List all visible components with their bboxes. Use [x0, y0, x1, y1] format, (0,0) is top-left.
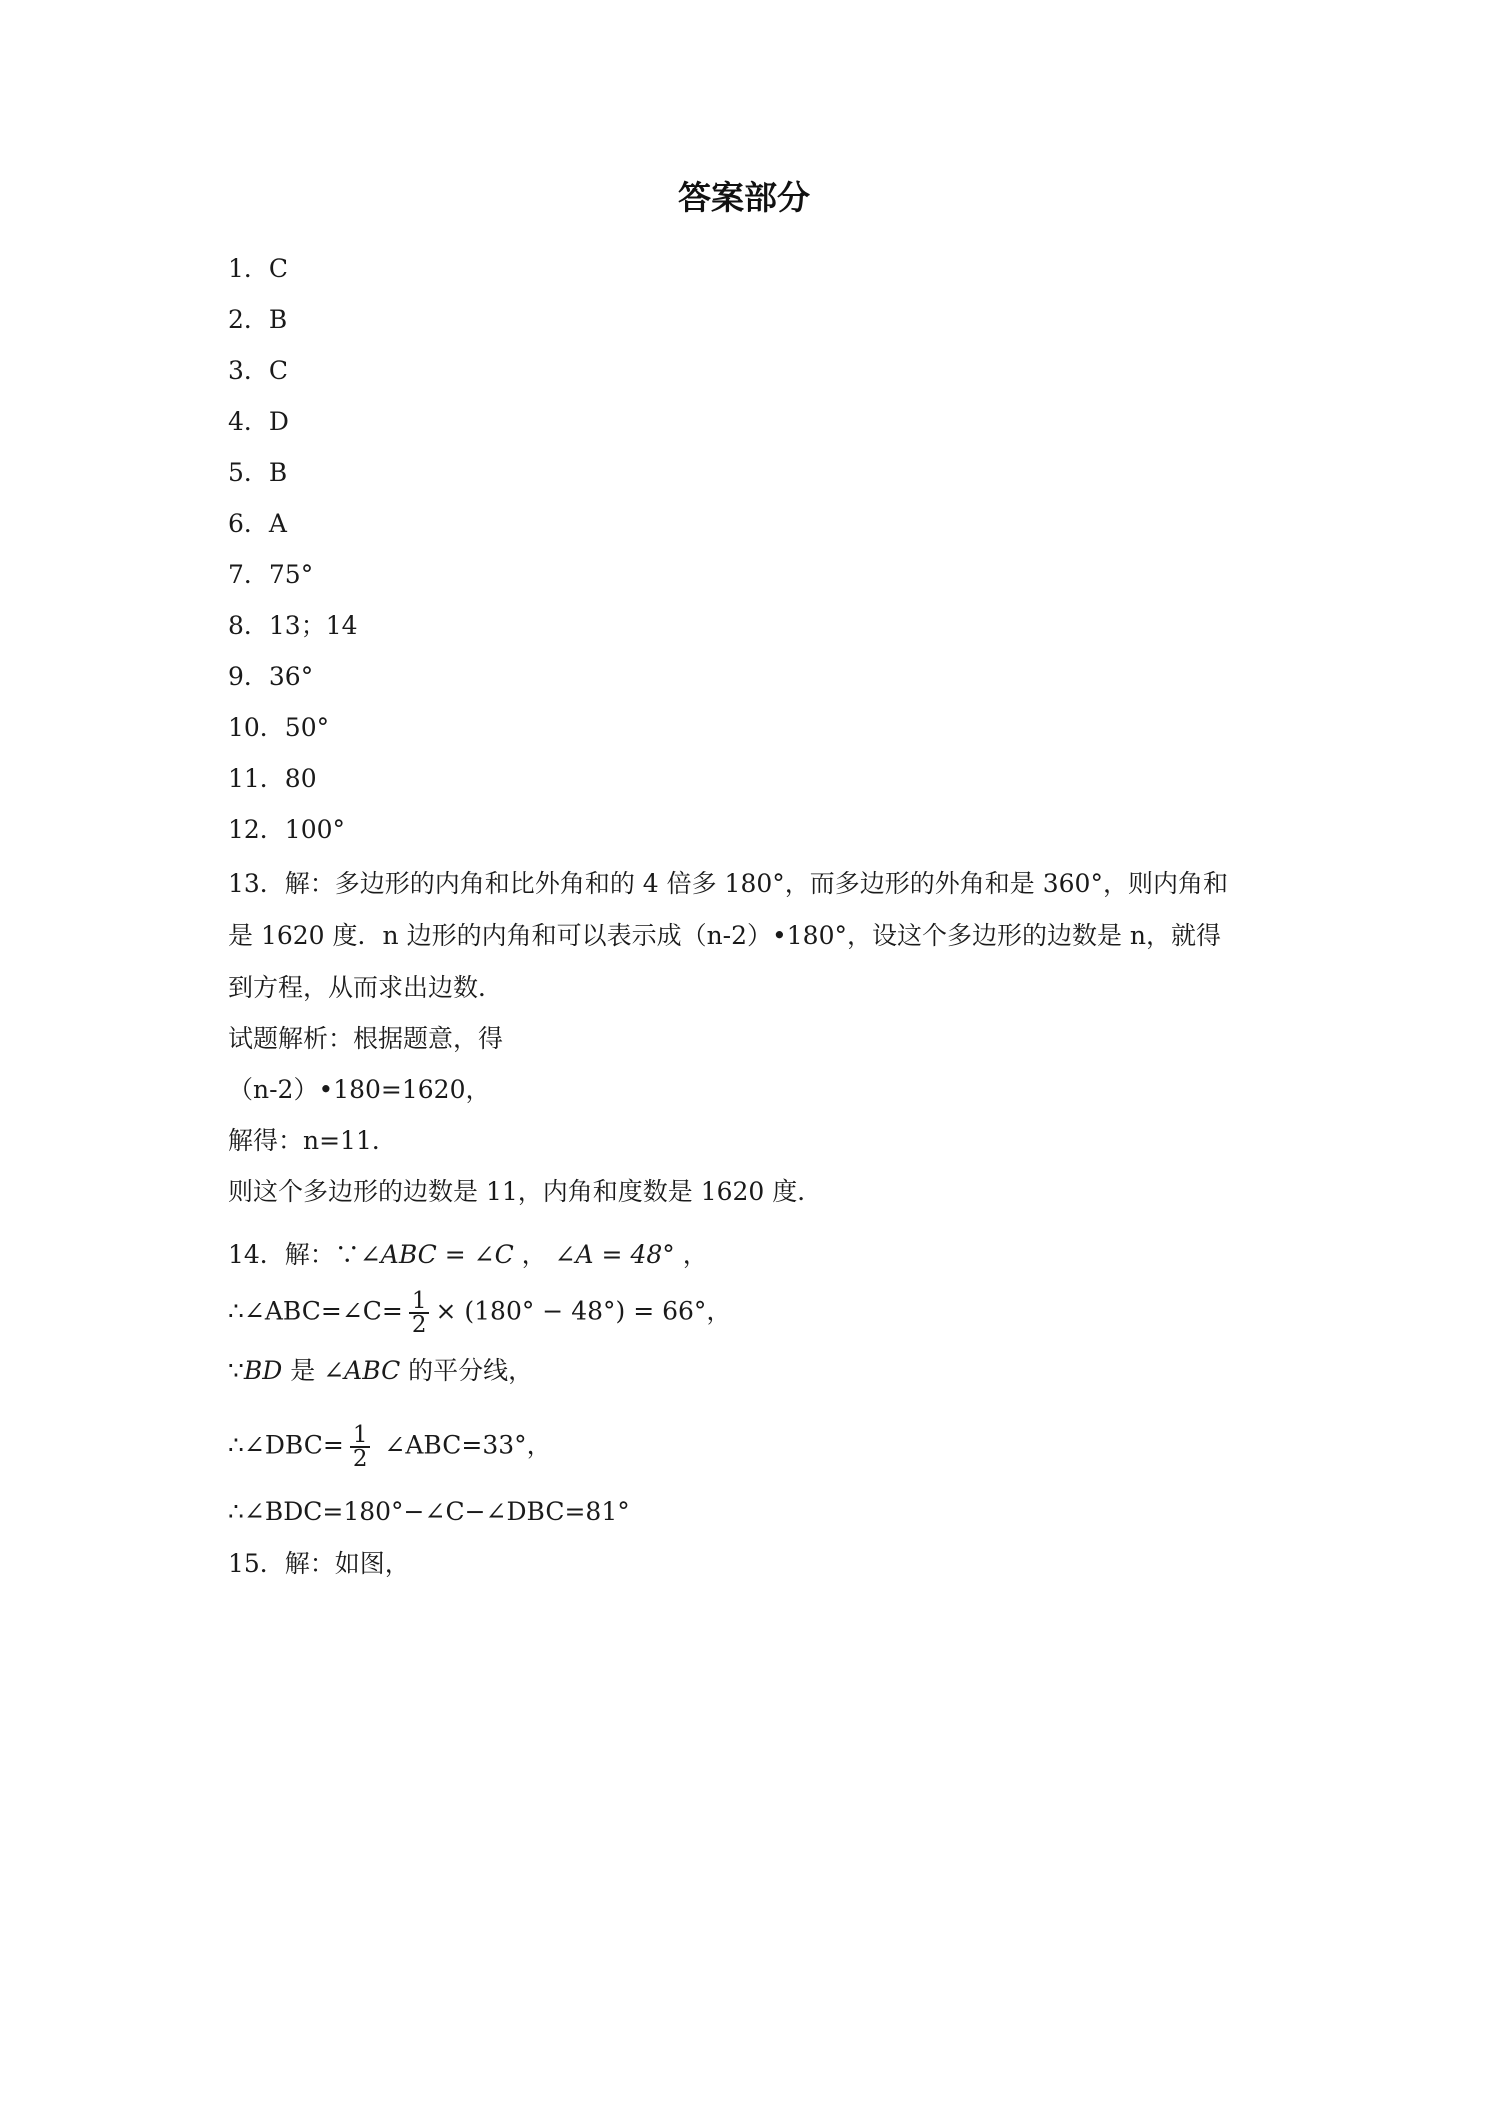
- q13-line-3: 到方程，从而求出边数．: [228, 973, 504, 1002]
- q14-line-1: [228, 1237, 708, 1273]
- q14-l4-fraction: [350, 1424, 371, 1470]
- q14-l4-frac-numerator: 1: [350, 1424, 371, 1448]
- q14-l4-prefix: ∴∠DBC=: [228, 1430, 344, 1460]
- q15-line: 15．解：如图，: [228, 1549, 410, 1578]
- q14-l1-sep: ，: [513, 1240, 555, 1269]
- q14-l2-rest: × (180° − 48°) = 66°，: [435, 1296, 732, 1326]
- answer-1: 1．C: [228, 254, 289, 283]
- answer-4: 4．D: [228, 407, 289, 436]
- q14-l1-prefix: 14．解：∵: [228, 1240, 360, 1269]
- q14-l3-end: 的平分线，: [400, 1356, 534, 1385]
- q14-l3-math-bd: BD: [243, 1356, 283, 1385]
- q13-equation: （n-2）•180=1620，: [228, 1075, 491, 1104]
- q14-l1-math-angle-a: ∠A = 48°: [554, 1240, 675, 1269]
- answer-3: 3．C: [228, 356, 289, 385]
- q14-line-5: ∴∠BDC=180°−∠C−∠DBC=81°: [228, 1497, 630, 1526]
- page-title: 答案部分: [678, 178, 810, 217]
- q14-line-3: [228, 1353, 533, 1389]
- answer-2: 2．B: [228, 305, 288, 334]
- answer-9: 9．36°: [228, 662, 314, 691]
- q14-l4-rest: ∠ABC=33°，: [376, 1430, 552, 1460]
- q13-analysis-heading: 试题解析：根据题意，得: [228, 1024, 504, 1053]
- q14-l3-prefix: ∵: [228, 1356, 244, 1385]
- q13-solution: 解得：n=11．: [228, 1126, 397, 1155]
- q13-line-2: 是 1620 度．n 边形的内角和可以表示成（n-2）•180°，设这个多边形的边数是 n，就得: [228, 921, 1222, 950]
- q14-line-4: [228, 1424, 552, 1470]
- q14-l2-frac-denominator: 2: [411, 1312, 427, 1338]
- q14-line-2: [228, 1290, 731, 1336]
- answer-5: 5．B: [228, 458, 288, 487]
- q14-l3-math-angle-abc: ∠ABC: [323, 1356, 401, 1385]
- q14-l1-end: ，: [674, 1240, 708, 1269]
- answer-6: 6．A: [228, 509, 287, 538]
- answer-8: 8．13；14: [228, 611, 358, 640]
- answer-11: 11．80: [228, 764, 317, 793]
- q14-l1-math-angle-equality: ∠ABC = ∠C: [359, 1240, 514, 1269]
- q13-conclusion: 则这个多边形的边数是 11，内角和度数是 1620 度．: [228, 1177, 823, 1206]
- q14-l2-prefix: ∴∠ABC=∠C=: [228, 1296, 403, 1326]
- q14-l2-fraction: [409, 1290, 430, 1336]
- answer-10: 10．50°: [228, 713, 330, 742]
- answer-12: 12．100°: [228, 815, 346, 844]
- q13-line-1: 13．解：多边形的内角和比外角和的 4 倍多 180°，而多边形的外角和是 360°，则内角和: [228, 869, 1228, 898]
- answer-7: 7．75°: [228, 560, 314, 589]
- q14-l3-mid: 是: [282, 1356, 324, 1385]
- q14-l4-frac-denominator: 2: [352, 1446, 368, 1472]
- q14-l2-frac-numerator: 1: [409, 1290, 430, 1314]
